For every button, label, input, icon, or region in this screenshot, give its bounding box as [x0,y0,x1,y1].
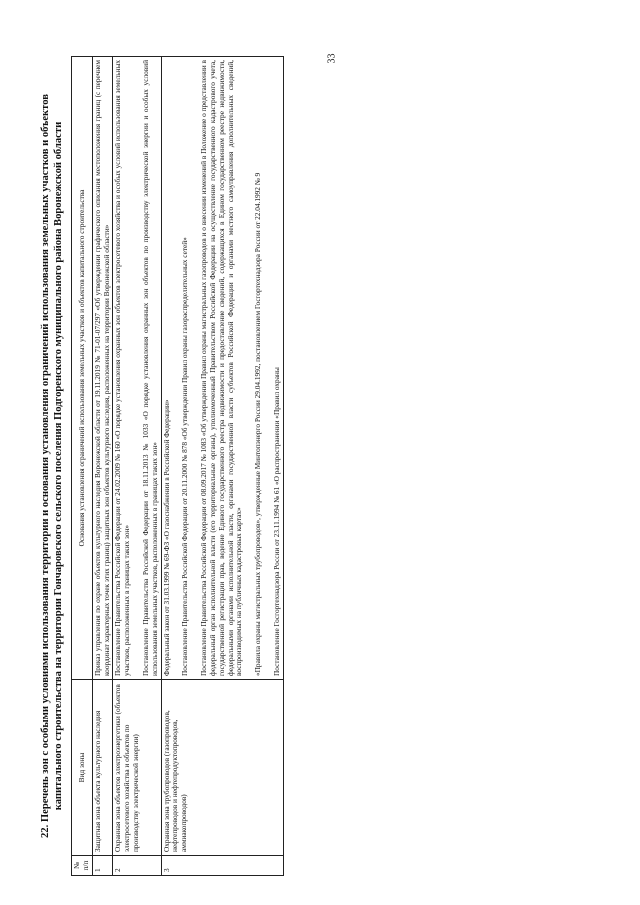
document-heading: 22. Перечень зон с особыми условиями использования территории и основания установления ограничений использования земельных участков и объектов капитального строительства на территории Гончаровского сельского поселения Подгоренского муниципального района Воронежской области [40,94,64,838]
table-row [113,57,161,876]
row-zone-type: Защитная зона объекта культурного наследия [92,680,113,856]
zones-table [71,56,284,876]
basis-paragraph: Приказ управления по охране объектов культурного наследия Воронежской области от 19.11.2019 № 71-01-07/297 «Об утверждении графического описания местоположения границ (с перечнем координат характерных точек этих границ) защитных зон объектов культурного наследия, расположенных на территории Воронежской области» [92,60,111,676]
header-basis: Основания установления ограничений использования земельных участков и объектов капитального строительства [72,57,93,680]
rotated-page [40,56,600,876]
row-basis [161,57,283,680]
basis-paragraph: Постановление Правительства Российской Федерации от 24.02.2009 № 160 «О порядке установления охранных зон объектов электросетевого хозяйства и особых условий использования земельных участков, расположенных в границах таких зон» [113,60,132,676]
basis-paragraph: Постановление Правительства Российской Федерации от 18.11.2013 № 1033 «О порядке установления охранных зон объектов по производству электрической энергии и особых условий использования земельных участков, расположенных в границах таких зон» [140,60,159,676]
table-row [161,57,283,876]
table-row [92,57,113,876]
basis-paragraph: Федеральный закон от 31.03.1999 № 69-ФЗ «О газоснабжении в Российской Федерации» [161,399,171,676]
row-basis [113,57,161,680]
row-zone-type: Охранная зона объектов электроэнергетики (объектов электросетевого хозяйства и объектов по производству электрической энергии) [113,680,161,856]
header-zone-type: Вид зоны [72,680,93,856]
basis-paragraph: Постановление Госгортехнадзора России от 23.11.1994 № 61 «О распространении «Правил охраны [271,367,281,676]
header-num: № п/п [72,856,93,876]
table-header-row [72,57,93,876]
basis-paragraph: «Правила охраны магистральных трубопроводов», утвержденные Минтопэнерго России 29.04.1992, постановлением Госгортехнадзора России от 22.04.1992 № 9 [253,172,263,676]
basis-paragraph: Постановление Правительства Российской Федерации от 08.09.2017 № 1083 «Об утверждении Правил охраны магистральных газопроводов и о внесении изменений в Положение о представлении в федеральный орган исполнительной власти (его территориальные органы), уполномоченный Правительством Российской Федерации на осуществление государственного кадастрового учета, государственной регистрации прав, ведение Единого государственного реестра недвижимости и предоставление сведений, содержащихся в Едином государственном реестре недвижимости, федеральными органами исполнительной власти, органами государственной власти субъектов Российской Федерации и органами местного самоуправления дополнительных сведений, воспроизводимых на публичных кадастровых картах» [199,60,244,676]
page-number: 33 [326,53,338,64]
row-zone-type: Охранная зона трубопроводов (газопроводов, нефтепроводов и нефтепродуктопроводов, аммиакопроводов) [161,680,283,856]
basis-paragraph: Постановление Правительства Российской Федерации от 20.11.2000 № 878 «Об утверждении Правил охраны газораспределительных сетей» [180,237,190,676]
row-basis [92,57,113,680]
row-num: 2 [113,856,161,876]
row-num: 3 [161,856,283,876]
row-num: 1 [92,856,113,876]
